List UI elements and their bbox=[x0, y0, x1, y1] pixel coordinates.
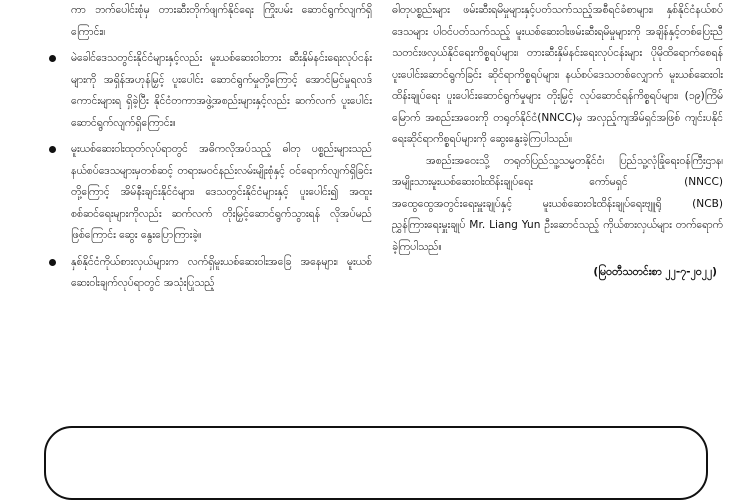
bullet-icon bbox=[49, 55, 56, 62]
list-item bbox=[40, 0, 372, 43]
list-item-text: မဲခေါင်ဒေသတွင်းနိုင်ငံများနှင့်လည်း မူးယစ်ဆေးဝါးတား ဆီးနှိမ်နင်းရေးလုပ်ငန်းများကို အရှိန်အဟုန်မြှင့် ပူးပေါင်း ဆောင်ရွက်မှုတို့ကြောင့် အောင်မြင်မှုရလဒ်ကောင်းများရ ရှိခဲ့ပြီး နိုင်ငံတကာအဖွဲ့အစည်းများနှင့်လည်း ဆက်လက် ပူးပေါင်းဆောင်ရွက်လျက်ရှိကြောင်း။ bbox=[71, 52, 372, 129]
list-item-text: နှစ်နိုင်ငံကိုယ်စားလှယ်များက လက်ရှိမူးယစ်ဆေးဝါးအခြေ အနေများ၊ မူးယစ်ဆေးဝါးချက်လုပ်ရာတွင် အသုံးပြုသည့် bbox=[71, 255, 372, 289]
source-citation: (မြဝတီသတင်းစာ ၂၂-၇-၂၀၂၂) bbox=[593, 266, 717, 278]
bullet-icon bbox=[49, 259, 56, 266]
list-item bbox=[40, 48, 372, 134]
rounded-frame-box bbox=[44, 426, 708, 500]
bullet-icon bbox=[49, 146, 56, 153]
right-column bbox=[392, 0, 723, 284]
body-paragraph: ဓါတုပစ္စည်းများ ဖမ်းဆီးရမိမှုများနှင့်ပတ်သက်သည့်အစီရင်ခံစာများ၊ နှစ်နိုင်ငံနယ်စပ်ဒေသများ ပါဝင်ပတ်သက်သည့် မူးယစ်ဆေးဝါးဖမ်းဆီးရမိမှုများကို အချိန်နှင့်တစ်ပြေးညီ သတင်းဖလှယ်နိုင်ရေးကိစ္စရပ်များ၊ တားဆီးနှိမ်နင်းရေးလုပ်ငန်းများ ပိုမိုထိရောက်စေရန် ပူးပေါင်းဆောင်ရွက်ခြင်း ဆိုင်ရာကိစ္စရပ်များ၊ နယ်စပ်ဒေသတစ်လျှောက် မူးယစ်ဆေးဝါးထိန်းချုပ်ရေး ပူးပေါင်းဆောင်ရွက်မှုများ တိုးမြှင့် လုပ်ဆောင်ရန်ကိစ္စရပ်များ၊ (၁၉)ကြိမ်မြောက် အစည်းအဝေးကို တရုတ်နိုင်ငံ(NNCC)မှ အလှည့်ကျအိမ်ရှင်အဖြစ် ကျင်းပနိုင်ရေးဆိုင်ရာကိစ္စရပ်များကို ဆွေးနွေးခဲ့ကြပါသည်။ bbox=[392, 4, 723, 145]
body-paragraph: အစည်းအဝေးသို့ တရုတ်ပြည်သူ့သမ္မတနိုင်ငံ၊ ပြည်သူ့လုံခြုံရေးဝန်ကြီးဌာန၊ အမျိုးသားမူးယစ်ဆေးဝါးထိန်းချုပ်ရေး ကော်မရှင် (NNCC) အထွေထွေအတွင်းရေးမှူးချုပ်နှင့် မူးယစ်ဆေးဝါးထိန်းချုပ်ရေးဗျူရို (NCB) ညွှန်ကြားရေးမှူးချုပ် Mr. Liang Yun ဦးဆောင်သည့် ကိုယ်စားလှယ်များ တက်ရောက်ခဲ့ကြပါသည်။ bbox=[392, 154, 723, 253]
list-item-text: မူးယစ်ဆေးဝါးထုတ်လုပ်ရာတွင် အဓိကလိုအပ်သည့် ဓါတု ပစ္စည်းများသည် နယ်စပ်ဒေသများမှတစ်ဆင့် တရားမဝင်နည်းလမ်းမျိုးစုံနှင့် ဝင်ရောက်လျက်ရှိခြင်း တို့ကြောင့် အိမ်နီးချင်းနိုင်ငံများ၊ ဒေသတွင်းနိုင်ငံများနှင့် ပူးပေါင်း၍ အထူးစစ်ဆင်ရေးများကိုလည်း ဆက်လက် တိုးမြှင့်ဆောင်ရွက်သွားရန် လိုအပ်မည်ဖြစ်ကြောင်း ဆွေး နွေးပြောကြားခဲ့။ bbox=[71, 143, 372, 241]
list-item bbox=[40, 252, 372, 295]
list-item bbox=[40, 139, 372, 247]
left-column bbox=[40, 0, 372, 300]
list-item-text: ကာ ဘက်ပေါင်းစုံမှ တားဆီးတိုက်ဖျက်နိုင်ရေး ကြိုးပမ်း ဆောင်ရွက်လျက်ရှိကြောင်း။ bbox=[71, 4, 372, 38]
